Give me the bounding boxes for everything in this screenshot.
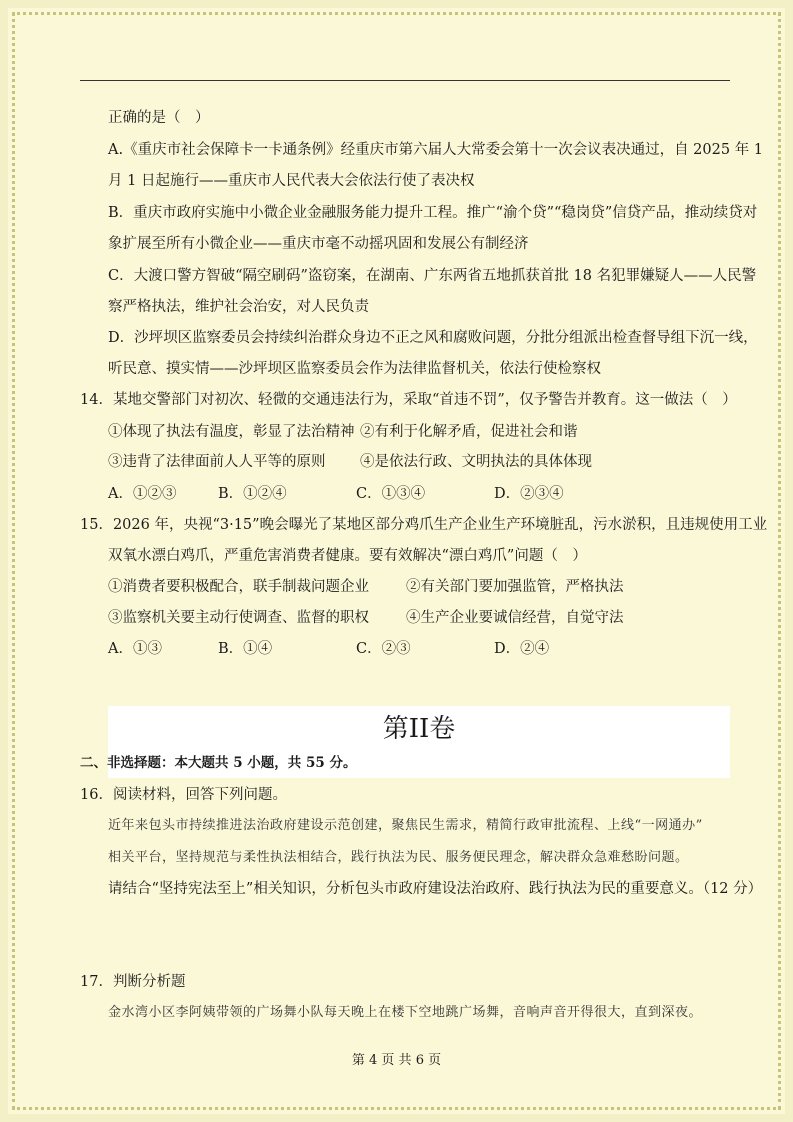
q15-choice-a: A．①③: [108, 641, 162, 657]
q14-statement-3: ③违背了法律面前人人平等的原则: [108, 454, 326, 470]
q15-statement-2: ②有关部门要加强监管，严格执法: [406, 579, 624, 595]
q15-choice-d: D．②④: [494, 641, 550, 657]
q17-stem: 17．判断分析题: [80, 974, 186, 990]
q15-statement-3: ③监察机关要主动行使调查、监督的职权: [108, 610, 369, 626]
q15-stem-line2: 双氧水漂白鸡爪，严重危害消费者健康。要有效解决“漂白鸡爪”问题（ ）: [108, 548, 587, 564]
q15-statement-1: ①消费者要积极配合，联手制裁问题企业: [108, 579, 369, 595]
page-number: 第 4 页 共 6 页: [351, 1053, 442, 1068]
q13-option-c-line2: 察严格执法，维护社会治安，对人民负责: [108, 299, 369, 315]
q13-option-a-line2: 月 1 日起施行——重庆市人民代表大会依法行使了表决权: [108, 173, 475, 189]
q14-statement-2: ②有利于化解矛盾，促进社会和谐: [360, 424, 578, 440]
q13-option-b-line2: 象扩展至所有小微企业——重庆市毫不动摇巩固和发展公有制经济: [108, 236, 529, 252]
q14-statement-1: ①体现了执法有温度，彰显了法治精神: [108, 424, 355, 440]
q14-choice-c: C．①③④: [356, 486, 426, 502]
q13-option-d-line2: 听民意、摸实情——沙坪坝区监察委员会作为法律监督机关，依法行使检察权: [108, 361, 601, 377]
volume-title: 第II卷: [382, 714, 456, 744]
q16-question: 请结合“坚持宪法至上”相关知识，分析包头市政府建设法治政府、践行执法为民的重要意义。（12 分）: [108, 881, 763, 897]
q15-stem-line1: 15．2026 年，央视“3·15”晚会曝光了某地区部分鸡爪生产企业生产环境脏乱，污水淤积，且违规使用工业: [80, 517, 768, 533]
q13-option-a-line1: A.《重庆市社会保障卡一卡通条例》经重庆市第六届人大常委会第十一次会议表决通过，自 2025 年 1: [108, 142, 764, 158]
q14-choice-d: D．②③④: [494, 486, 564, 502]
q13-option-d-line1: D．沙坪坝区监察委员会持续纠治群众身边不正之风和腐败问题，分批分组派出检查督导组下沉一线，: [108, 330, 758, 346]
q13-stem-tail: 正确的是（ ）: [108, 110, 210, 126]
q14-statement-4: ④是依法行政、文明执法的具体体现: [360, 454, 592, 470]
section-heading: 二、非选择题：本大题共 5 小题，共 55 分。: [80, 755, 357, 771]
q13-option-b-line1: B．重庆市政府实施中小微企业金融服务能力提升工程。推广“渝个贷”“稳岗贷”信贷产品，推动续贷对: [108, 205, 758, 221]
q16-material-line1: 近年来包头市持续推进法治政府建设示范创建，聚焦民生需求，精简行政审批流程、上线“一网通办”: [108, 818, 703, 833]
q14-stem: 14．某地交警部门对初次、轻微的交通违法行为，采取“首违不罚”，仅予警告并教育。这一做法（ ）: [80, 392, 737, 408]
q14-choice-a: A．①②③: [108, 486, 177, 502]
q13-option-c-line1: C．大渡口警方智破“隔空刷码”盗窃案，在湖南、广东两省五地抓获首批 18 名犯罪嫌疑人——人民警: [108, 268, 757, 284]
q16-material-line2: 相关平台，坚持规范与柔性执法相结合，践行执法为民、服务便民理念，解决群众急难愁盼问题。: [108, 850, 689, 865]
q14-choice-b: B．①②④: [218, 486, 287, 502]
q16-stem: 16．阅读材料，回答下列问题。: [80, 787, 287, 803]
q17-material-line1: 金水湾小区李阿姨带领的广场舞小队每天晚上在楼下空地跳广场舞，音响声音开得很大，直到深夜。: [108, 1005, 703, 1020]
q15-choice-c: C．②③: [356, 641, 411, 657]
q15-choice-b: B．①④: [218, 641, 273, 657]
header-rule: [80, 80, 730, 81]
q15-statement-4: ④生产企业要诚信经营，自觉守法: [406, 610, 624, 626]
